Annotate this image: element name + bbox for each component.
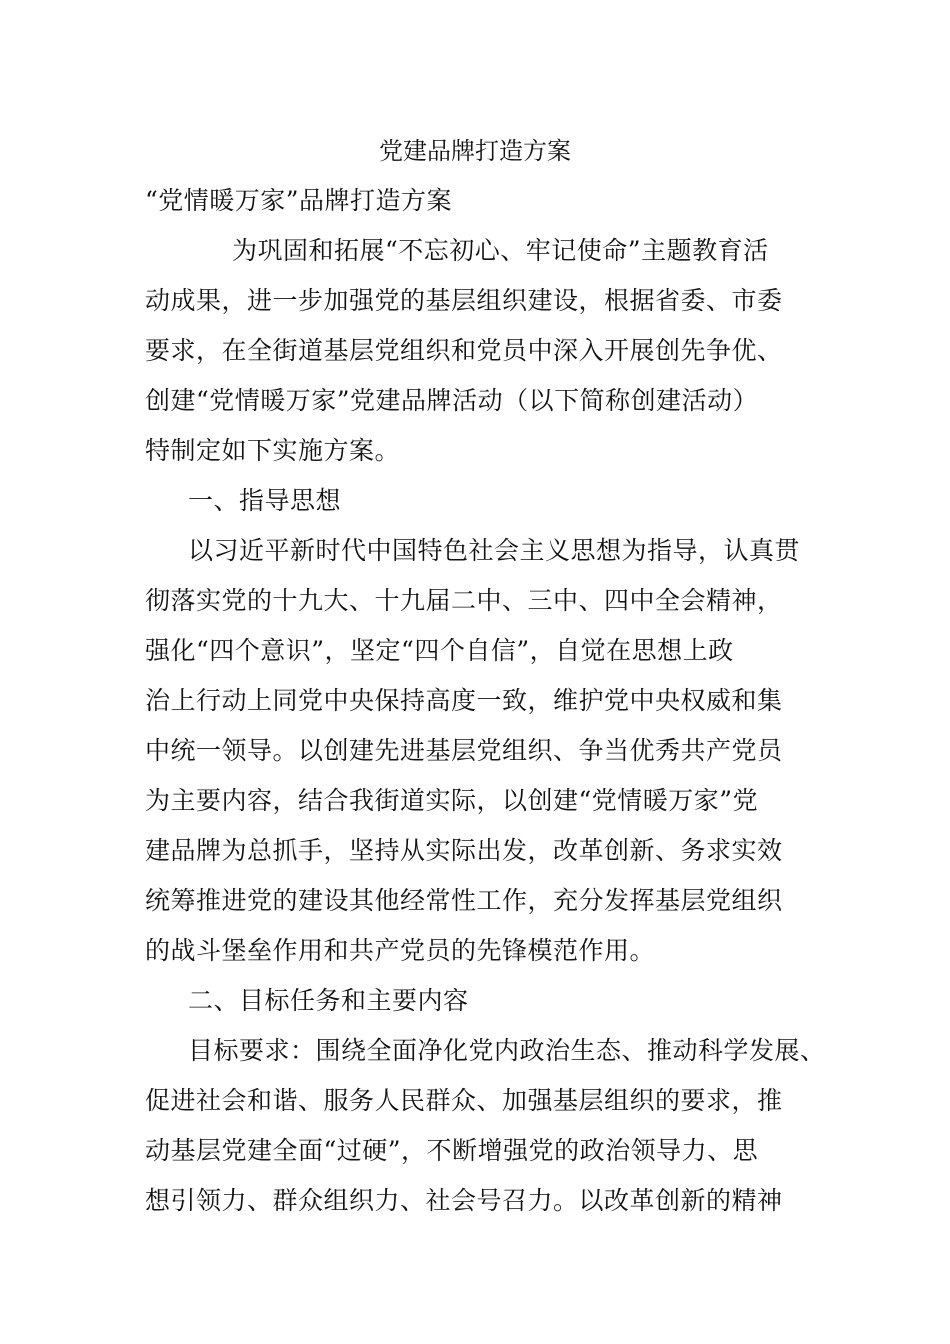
paragraph-line: 想引领力、群众组织力、社会号召力。以改革创新的精神 [145,1186,783,1215]
paragraph-line: 治上行动上同党中央保持高度一致，维护党中央权威和集 [145,686,783,715]
paragraph-line: 为巩固和拓展“不忘初心、牢记使命”主题教育活 [232,236,769,265]
paragraph-line: 要求，在全街道基层党组织和党员中深入开展创先争优、 [145,336,783,365]
paragraph-line: 强化“四个意识”，坚定“四个自信”，自觉在思想上政 [145,636,734,665]
paragraph-line: 目标要求：围绕全面净化党内政治生态、推动科学发展、 [188,1036,826,1065]
paragraph-line: 统筹推进党的建设其他经常性工作，充分发挥基层党组织 [145,886,783,915]
paragraph-line: 创建“党情暖万家”党建品牌活动（以下简称创建活动） [145,386,759,415]
paragraph-line: 彻落实党的十九大、十九届二中、三中、四中全会精神， [145,586,783,615]
paragraph-line: 的战斗堡垒作用和共产党员的先锋模范作用。 [145,936,656,965]
paragraph-line: 促进社会和谐、服务人民群众、加强基层组织的要求，推 [145,1086,783,1115]
paragraph-line: 中统一领导。以创建先进基层党组织、争当优秀共产党员 [145,736,783,765]
section-heading-guiding-ideology: 一、指导思想 [188,486,342,515]
paragraph-line: 以习近平新时代中国特色社会主义思想为指导，认真贯 [188,536,801,565]
document-title: 党建品牌打造方案 [379,137,571,165]
section-heading-goals: 二、目标任务和主要内容 [188,986,469,1015]
paragraph-line: 特制定如下实施方案。 [145,436,401,465]
paragraph-line: 动基层党建全面“过硬”，不断增强党的政治领导力、思 [145,1136,759,1165]
paragraph-line: 动成果，进一步加强党的基层组织建设，根据省委、市委 [145,286,783,315]
document-subtitle: “党情暖万家”品牌打造方案 [145,186,453,215]
paragraph-line: 为主要内容，结合我街道实际，以创建“党情暖万家”党 [145,786,759,815]
paragraph-line: 建品牌为总抓手，坚持从实际出发，改革创新、务求实效 [145,836,783,865]
